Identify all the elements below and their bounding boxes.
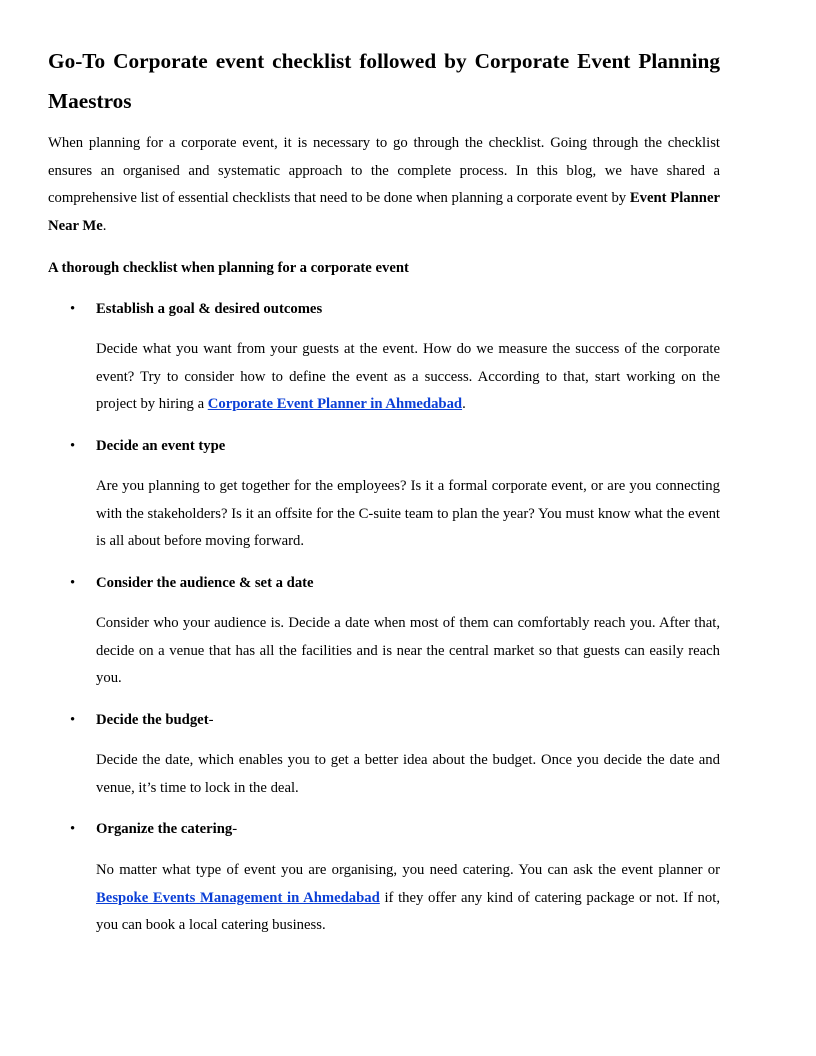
item-title-suffix: -	[208, 712, 214, 728]
intro-text: When planning for a corporate event, it is necessary to go through the checklist. Going through the checklist ensures an organised and systematic approach to the complete process. In this blog, we have shared a comprehensive list of essential checklists that need to be done when planning a corporate event by	[48, 135, 720, 206]
checklist-item-4-body: Decide the date, which enables you to get a better idea about the budget. Once you decide the date and venue, it’s time to lock in the deal.	[96, 752, 720, 796]
item-title-text: Decide an event type	[96, 438, 226, 454]
item-body-text: No matter what type of event you are organising, you need catering. You can ask the event planner or	[96, 862, 720, 878]
checklist-item-2-body: Are you planning to get together for the employees? Is it a formal corporate event, or are you connecting with the stakeholders? Is it an offsite for the C-suite team to plan the year? You must know what the event is all about before moving forward.	[96, 478, 720, 549]
bullet-icon: •	[70, 821, 76, 837]
checklist-item-1-title	[96, 297, 322, 321]
item-title-suffix: -	[232, 821, 238, 837]
checklist-item-2-title	[96, 434, 225, 458]
item-title-text: Decide the budget	[96, 712, 209, 728]
item-body-text: Decide what you want from your guests at the event. How do we measure the success of the corporate event? Try to consider how to define the event as a success. According to that, start working on the project by hiring a	[96, 341, 720, 412]
corporate-event-planner-link[interactable]: Corporate Event Planner in Ahmedabad	[207, 396, 463, 412]
intro-bold-text: Event Planner Near Me	[48, 190, 720, 234]
item-title-text: Organize the catering	[96, 821, 233, 837]
bullet-icon: •	[70, 712, 76, 728]
item-body-end: .	[462, 396, 466, 412]
bespoke-events-link[interactable]: Bespoke Events Management in Ahmedabad	[96, 889, 380, 906]
title-line-1: Go-To Corporate event checklist followed by Corporate Event Planning	[48, 49, 720, 73]
item-title-text: Consider the audience & set a date	[96, 575, 314, 591]
checklist-item-3-body: Consider who your audience is. Decide a date when most of them can comfortably reach you. After that, decide on a venue that has all the facilities and is near the central market so that guests can easily reach you.	[96, 615, 720, 686]
checklist-subheading: A thorough checklist when planning for a corporate event	[48, 260, 409, 276]
checklist-item-3-title	[96, 571, 314, 595]
title-line-2: Maestros	[48, 89, 132, 113]
bullet-icon: •	[70, 301, 76, 317]
bullet-icon: •	[70, 575, 76, 591]
checklist-item-4-title	[96, 708, 214, 732]
intro-paragraph	[48, 130, 720, 240]
checklist-item-1-body	[96, 336, 720, 419]
checklist-item-5-title	[96, 817, 237, 841]
checklist-item-5-body	[96, 857, 720, 940]
bullet-icon: •	[70, 438, 76, 454]
document-title	[48, 41, 720, 121]
item-body-end: if they offer any kind of catering package or not. If not, you can book a local catering business.	[96, 889, 720, 933]
item-title-text: Establish a goal & desired outcomes	[96, 301, 323, 317]
intro-end: .	[102, 217, 107, 234]
